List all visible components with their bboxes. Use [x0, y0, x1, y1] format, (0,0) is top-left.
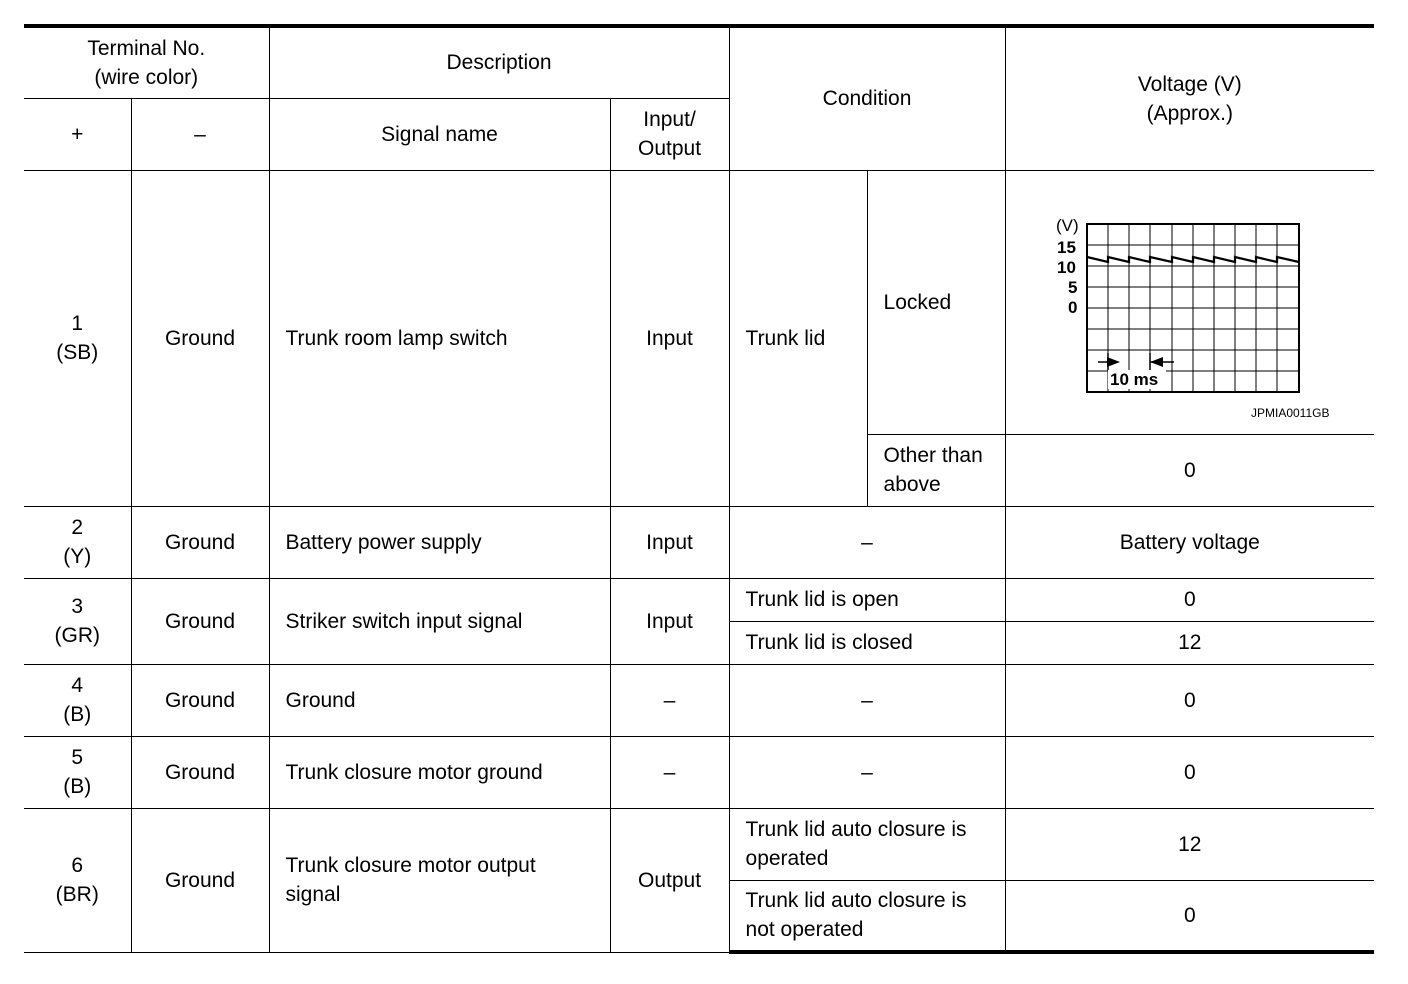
signal-cell: Trunk closure motor ground	[269, 736, 610, 808]
voltage-cell: 12	[1005, 621, 1374, 664]
waveform-cell	[1005, 170, 1374, 434]
condition-cell: Trunk lid is open	[729, 578, 1005, 621]
voltage-cell: 0	[1005, 880, 1374, 952]
terminal-number: 4	[71, 674, 84, 697]
condition-line: Trunk lid auto closure is	[745, 818, 967, 841]
table-row	[24, 664, 1374, 736]
table-row	[24, 506, 1374, 578]
signal-cell	[269, 808, 610, 952]
approx-label: (Approx.)	[1146, 101, 1233, 125]
condition-line: Trunk lid auto closure is	[745, 889, 967, 913]
sub-condition-cell	[867, 434, 1005, 506]
condition-cell: –	[729, 736, 1005, 808]
sub-condition-line: Other than	[883, 444, 983, 467]
input-label: Input/	[643, 108, 696, 131]
voltage-label: Voltage (V)	[1137, 72, 1242, 96]
voltage-header	[1005, 26, 1374, 170]
table-row	[24, 736, 1374, 808]
voltage-cell: 0	[1005, 664, 1374, 736]
input-output-header	[610, 98, 729, 170]
condition-line: not operated	[745, 918, 864, 942]
minus-cell: Ground	[131, 736, 269, 808]
signal-trace	[1087, 257, 1299, 262]
terminal-number: 2	[71, 516, 84, 539]
y-tick-0: 0	[1067, 298, 1077, 317]
scope-grid	[1087, 224, 1299, 392]
figure-id: JPMIA0011GB	[1250, 406, 1330, 420]
condition-cell: Trunk lid is closed	[729, 621, 1005, 664]
terminal-number: 5	[71, 746, 84, 769]
time-scale-label: 10 ms	[1109, 370, 1158, 389]
wire-color-label: (wire color)	[94, 65, 199, 89]
io-cell: Input	[610, 578, 729, 664]
voltage-cell: 0	[1005, 578, 1374, 621]
signal-name-header: Signal name	[269, 98, 610, 170]
minus-cell: Ground	[131, 578, 269, 664]
condition-cell: –	[729, 664, 1005, 736]
minus-cell: Ground	[131, 506, 269, 578]
sub-condition-cell: Locked	[867, 170, 1005, 434]
io-cell: Input	[610, 170, 729, 506]
output-label: Output	[637, 137, 702, 160]
table-row	[24, 808, 1374, 880]
wire-color: (Y)	[63, 545, 92, 568]
sub-condition-line: above	[883, 473, 941, 496]
terminal-table-sheet	[24, 24, 1374, 954]
voltage-cell: Battery voltage	[1005, 506, 1374, 578]
signal-line: signal	[285, 883, 341, 906]
wire-color: (GR)	[54, 624, 100, 647]
table-row	[24, 170, 1374, 434]
signal-cell: Trunk room lamp switch	[269, 170, 610, 506]
y-tick-15: 15	[1056, 238, 1076, 257]
io-cell: Output	[610, 808, 729, 952]
condition-cell: Trunk lid	[729, 170, 867, 506]
minus-cell: Ground	[131, 664, 269, 736]
io-cell: –	[610, 736, 729, 808]
signal-cell: Ground	[269, 664, 610, 736]
voltage-cell: 0	[1005, 736, 1374, 808]
terminal-no-label: Terminal No.	[87, 36, 206, 60]
condition-cell	[729, 808, 1005, 880]
io-cell: Input	[610, 506, 729, 578]
time-arrow-right-icon	[1107, 357, 1120, 367]
header-row-1	[24, 26, 1374, 98]
signal-cell: Battery power supply	[269, 506, 610, 578]
signal-cell: Striker switch input signal	[269, 578, 610, 664]
wire-color: (BR)	[55, 883, 99, 906]
terminal-cell	[24, 170, 131, 506]
description-header: Description	[269, 26, 729, 98]
condition-cell: –	[729, 506, 1005, 578]
wire-color: (SB)	[56, 341, 99, 364]
y-unit-label: (V)	[1055, 216, 1079, 235]
terminal-cell	[24, 506, 131, 578]
terminal-cell	[24, 808, 131, 952]
minus-cell: Ground	[131, 170, 269, 506]
y-tick-5: 5	[1067, 278, 1077, 297]
voltage-cell: 12	[1005, 808, 1374, 880]
terminal-cell	[24, 578, 131, 664]
wire-color: (B)	[63, 703, 92, 726]
terminal-cell	[24, 664, 131, 736]
terminal-number: 3	[71, 595, 84, 618]
wire-color: (B)	[63, 775, 92, 798]
terminal-no-header	[24, 26, 269, 98]
terminal-cell	[24, 736, 131, 808]
plus-header: +	[24, 98, 131, 170]
minus-cell: Ground	[131, 808, 269, 952]
voltage-cell: 0	[1005, 434, 1374, 506]
condition-header: Condition	[729, 26, 1005, 170]
condition-line: operated	[745, 847, 829, 870]
io-cell: –	[610, 664, 729, 736]
waveform-figure	[1006, 171, 1375, 433]
y-tick-10: 10	[1056, 258, 1076, 277]
terminal-table	[24, 24, 1374, 954]
terminal-number: 6	[71, 854, 84, 877]
time-arrow-left-icon	[1150, 357, 1163, 367]
signal-line: Trunk closure motor output	[285, 854, 536, 877]
table-row	[24, 578, 1374, 621]
condition-cell	[729, 880, 1005, 952]
terminal-number: 1	[71, 312, 84, 335]
minus-header: –	[131, 98, 269, 170]
